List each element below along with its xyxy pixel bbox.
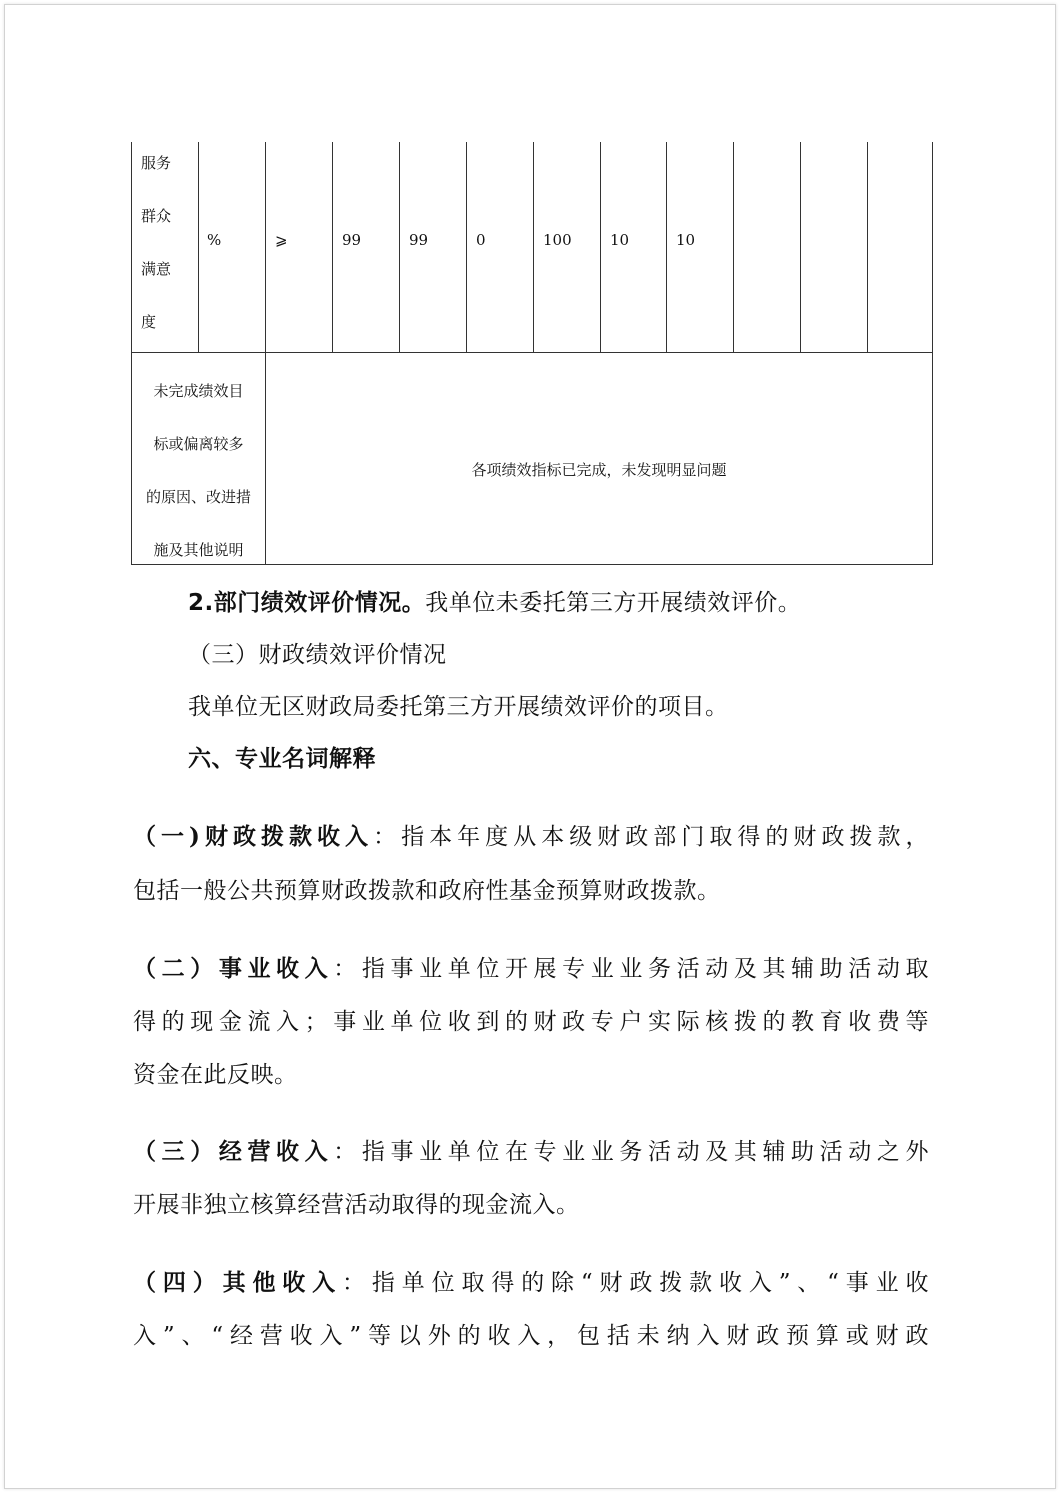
fiscal-eval-text: 我单位无区财政局委托第三方开展绩效评价的项目。: [188, 694, 729, 720]
term-text: ：指事业单位在专业业务活动及其辅助活动之外: [333, 1139, 930, 1165]
indicator-name-line: 度: [141, 313, 157, 331]
term-first-line: [133, 1133, 929, 1166]
note-content-cell: 各项绩效指标已完成，未发现明显问题: [471, 461, 727, 479]
operator-cell: ⩾: [275, 231, 288, 249]
fiscal-eval-heading: （三）财政绩效评价情况: [188, 642, 447, 668]
dept-eval-heading: 2.部门绩效评价情况。: [188, 590, 426, 616]
indicator-name-line: 满意: [141, 260, 172, 278]
term-text: ：指单位取得的除“财政拨款收入”、“事业收: [342, 1270, 930, 1296]
term-text: ：指事业单位开展专业业务活动及其辅助活动取: [333, 956, 930, 982]
note-label-line: 未完成绩效目: [153, 382, 244, 400]
term-line: 得的现金流入；事业单位收到的财政专户实际核拨的教育收费等: [133, 1009, 929, 1035]
value-cell: 100: [543, 231, 572, 249]
term-line: 包括一般公共预算财政拨款和政府性基金预算财政拨款。: [133, 878, 721, 904]
value-cell: 0: [476, 231, 486, 249]
term-label: （一)财政拨款收入: [133, 823, 374, 850]
note-label-line: 标或偏离较多: [153, 435, 244, 453]
value-cell: 99: [342, 231, 362, 249]
indicator-name-line: 群众: [141, 207, 172, 225]
value-cell: 10: [610, 231, 630, 249]
term-line: 入”、“经营收入”等以外的收入，包括未纳入财政预算或财政: [133, 1323, 929, 1349]
term-text: ：指本年度从本级财政部门取得的财政拨款，: [373, 824, 930, 850]
term-first-line: [133, 1264, 929, 1297]
indicator-name-line: 服务: [141, 154, 172, 172]
term-label: （三）经营收入: [133, 1138, 334, 1165]
note-label-line: 施及其他说明: [153, 541, 244, 559]
term-label: （四）其他收入: [133, 1269, 343, 1296]
dept-eval-paragraph: [188, 584, 801, 617]
value-cell: 10: [676, 231, 696, 249]
dept-eval-text: 我单位未委托第三方开展绩效评价。: [425, 590, 802, 616]
term-label: （二）事业收入: [133, 955, 334, 982]
note-label-line: 的原因、改进措: [145, 488, 251, 506]
unit-cell: %: [207, 231, 222, 249]
term-first-line: [133, 818, 929, 851]
value-cell: 99: [409, 231, 429, 249]
section-heading: 六、专业名词解释: [188, 746, 376, 772]
term-first-line: [133, 950, 929, 983]
term-line: 资金在此反映。: [133, 1062, 298, 1088]
term-line: 开展非独立核算经营活动取得的现金流入。: [133, 1192, 580, 1218]
